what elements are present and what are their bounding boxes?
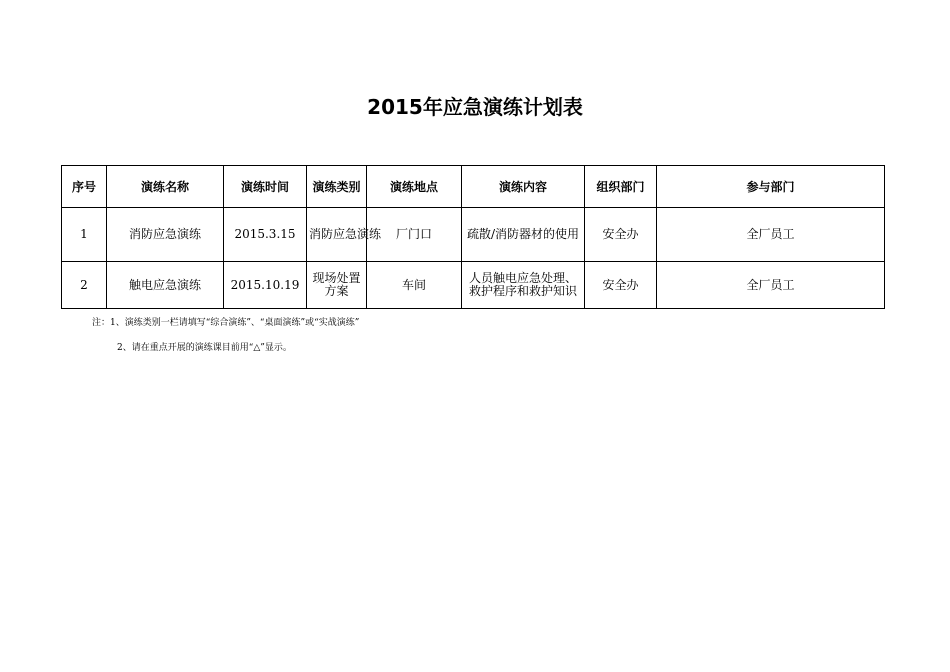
table-row [62,208,885,262]
drill-plan-table [61,165,885,309]
header-cell: 参与部门 [657,166,885,208]
table-cell: 全厂员工 [657,208,885,262]
header-cell: 演练时间 [224,166,307,208]
page-title: 2015年应急演练计划表 [367,95,583,119]
table-cell: 现场处置方案 [307,262,367,309]
table-cell: 安全办 [585,262,657,309]
table-cell: 2 [62,262,107,309]
table-cell: 厂门口 [367,208,462,262]
footnote: 注：1、演练类别一栏请填写“综合演练”、“桌面演练”或“实战演练” [92,318,360,328]
table-cell: 2015.10.19 [224,262,307,309]
table-cell: 人员触电应急处理、救护程序和救护知识 [462,262,585,309]
table-header-row [62,166,885,208]
table-cell: 消防应急演练 [107,208,224,262]
table-cell: 疏散/消防器材的使用 [462,208,585,262]
footnote: 2、请在重点开展的演练课目前用“△”显示。 [117,343,292,353]
table-cell: 触电应急演练 [107,262,224,309]
table-cell: 全厂员工 [657,262,885,309]
header-cell: 演练类别 [307,166,367,208]
header-cell: 演练内容 [462,166,585,208]
table-cell: 2015.3.15 [224,208,307,262]
table-cell: 安全办 [585,208,657,262]
header-cell: 演练地点 [367,166,462,208]
header-cell: 演练名称 [107,166,224,208]
table-row [62,262,885,309]
header-cell: 组织部门 [585,166,657,208]
table-cell: 1 [62,208,107,262]
header-cell: 序号 [62,166,107,208]
table-cell: 消防应急演练 [307,208,367,262]
table-cell: 车间 [367,262,462,309]
